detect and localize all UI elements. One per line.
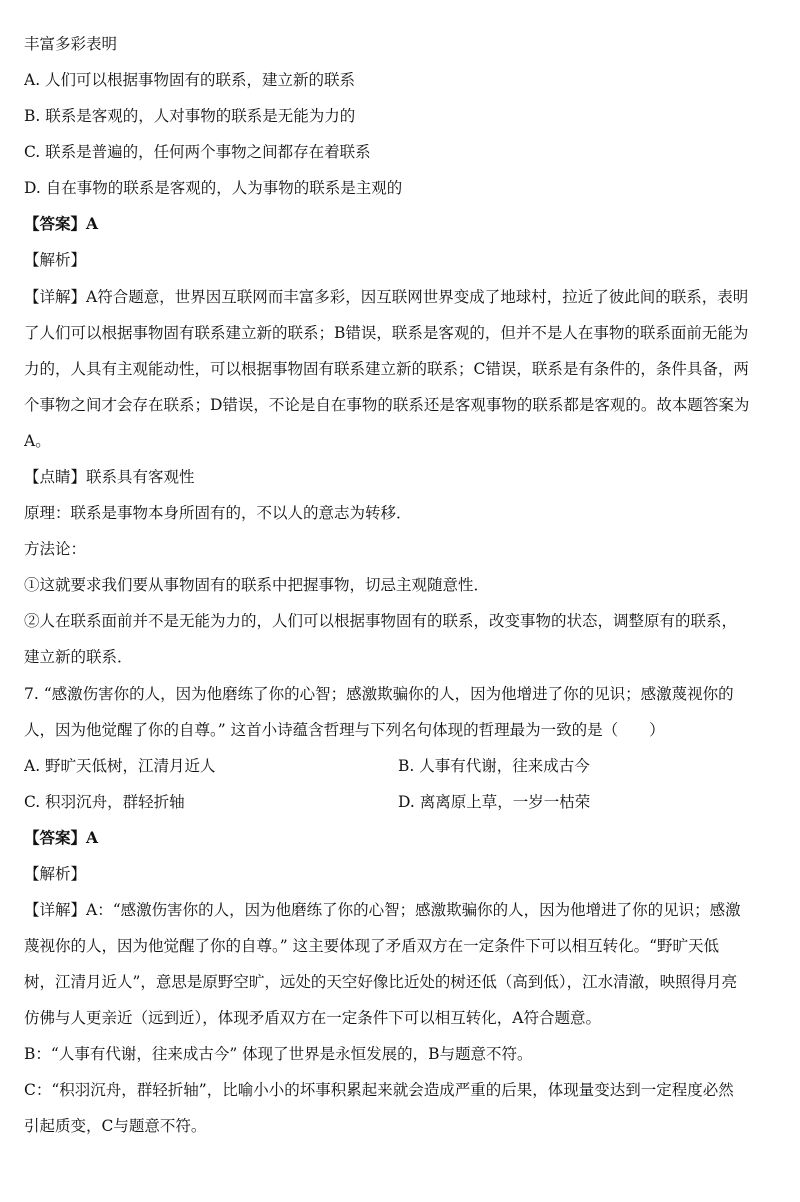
explanation-line: 个事物之间才会存在联系；D错误，不论是自在事物的联系还是客观事物的联系都是客观的。故本题答案为 [24, 396, 750, 414]
explanation-line: 引起质变，C与题意不符。 [24, 1117, 207, 1135]
answer-label: 【答案】A [24, 214, 99, 233]
explanation-line: 蔑视你的人，因为他觉醒了你的自尊。” 这主要体现了矛盾双方在一定条件下可以相互转化。“野旷天低 [24, 937, 720, 955]
analysis-label: 【解析】 [24, 865, 87, 883]
q7-option-c: C. 积羽沉舟，群轻折轴 [24, 793, 185, 811]
option-c: C. 联系是普遍的，任何两个事物之间都存在着联系 [24, 143, 371, 161]
option-a: A. 人们可以根据事物固有的联系，建立新的联系 [24, 71, 356, 89]
explanation-line: 了人们可以根据事物固有联系建立新的联系；B错误，联系是客观的，但并不是人在事物的联系面前无能为 [24, 324, 749, 342]
methodology-label: 方法论： [24, 540, 87, 558]
text-line: 丰富多彩表明 [24, 35, 118, 53]
option-b: B. 联系是客观的，人对事物的联系是无能为力的 [24, 107, 356, 125]
key-point-label: 【点睛】联系具有客观性 [24, 468, 195, 486]
explanation-line: 树，江清月近人”，意思是原野空旷，远处的天空好像比近处的树还低（高到低），江水清澈，映照得月亮 [24, 973, 738, 991]
q7-option-b: B. 人事有代谢，往来成古今 [398, 757, 590, 775]
methodology-item: 建立新的联系． [24, 648, 133, 666]
question-7: 人，因为他觉醒了你的自尊。” 这首小诗蕴含哲理与下列名句体现的哲理最为一致的是（ ） [24, 721, 665, 739]
explanation-line: 仿佛与人更亲近（远到近），体现矛盾双方在一定条件下可以相互转化，A符合题意。 [24, 1009, 601, 1027]
q7-option-a: A. 野旷天低树，江清月近人 [24, 757, 216, 775]
explanation-line: 【详解】A：“感激伤害你的人，因为他磨练了你的心智；感激欺骗你的人，因为他增进了你的见识；感激 [24, 901, 741, 919]
analysis-label: 【解析】 [24, 251, 87, 269]
answer-label: 【答案】A [24, 828, 99, 847]
question-7: 7. “感激伤害你的人，因为他磨练了你的心智；感激欺骗你的人，因为他增进了你的见识；感激蔑视你的 [24, 685, 734, 703]
option-d: D. 自在事物的联系是客观的，人为事物的联系是主观的 [24, 179, 403, 197]
explanation-line: C：“积羽沉舟，群轻折轴”，比喻小小的坏事积累起来就会造成严重的后果，体现量变达到一定程度必然 [24, 1081, 734, 1099]
q7-option-d: D. 离离原上草，一岁一枯荣 [398, 793, 591, 811]
methodology-item: ①这就要求我们要从事物固有的联系中把握事物，切忌主观随意性． [24, 576, 490, 594]
explanation-line: 力的，人具有主观能动性，可以根据事物固有联系建立新的联系；C错误，联系是有条件的，条件具备，两 [24, 360, 749, 378]
explanation-line: B：“人事有代谢，往来成古今” 体现了世界是永恒发展的，B与题意不符。 [24, 1045, 533, 1063]
principle-line: 原理：联系是事物本身所固有的，不以人的意志为转移． [24, 504, 412, 522]
methodology-item: ②人在联系面前并不是无能为力的，人们可以根据事物固有的联系，改变事物的状态，调整原有的联系， [24, 612, 738, 630]
explanation-line: 【详解】A符合题意，世界因互联网而丰富多彩，因互联网世界变成了地球村，拉近了彼此间的联系，表明 [24, 288, 749, 306]
explanation-line: A。 [24, 432, 51, 450]
